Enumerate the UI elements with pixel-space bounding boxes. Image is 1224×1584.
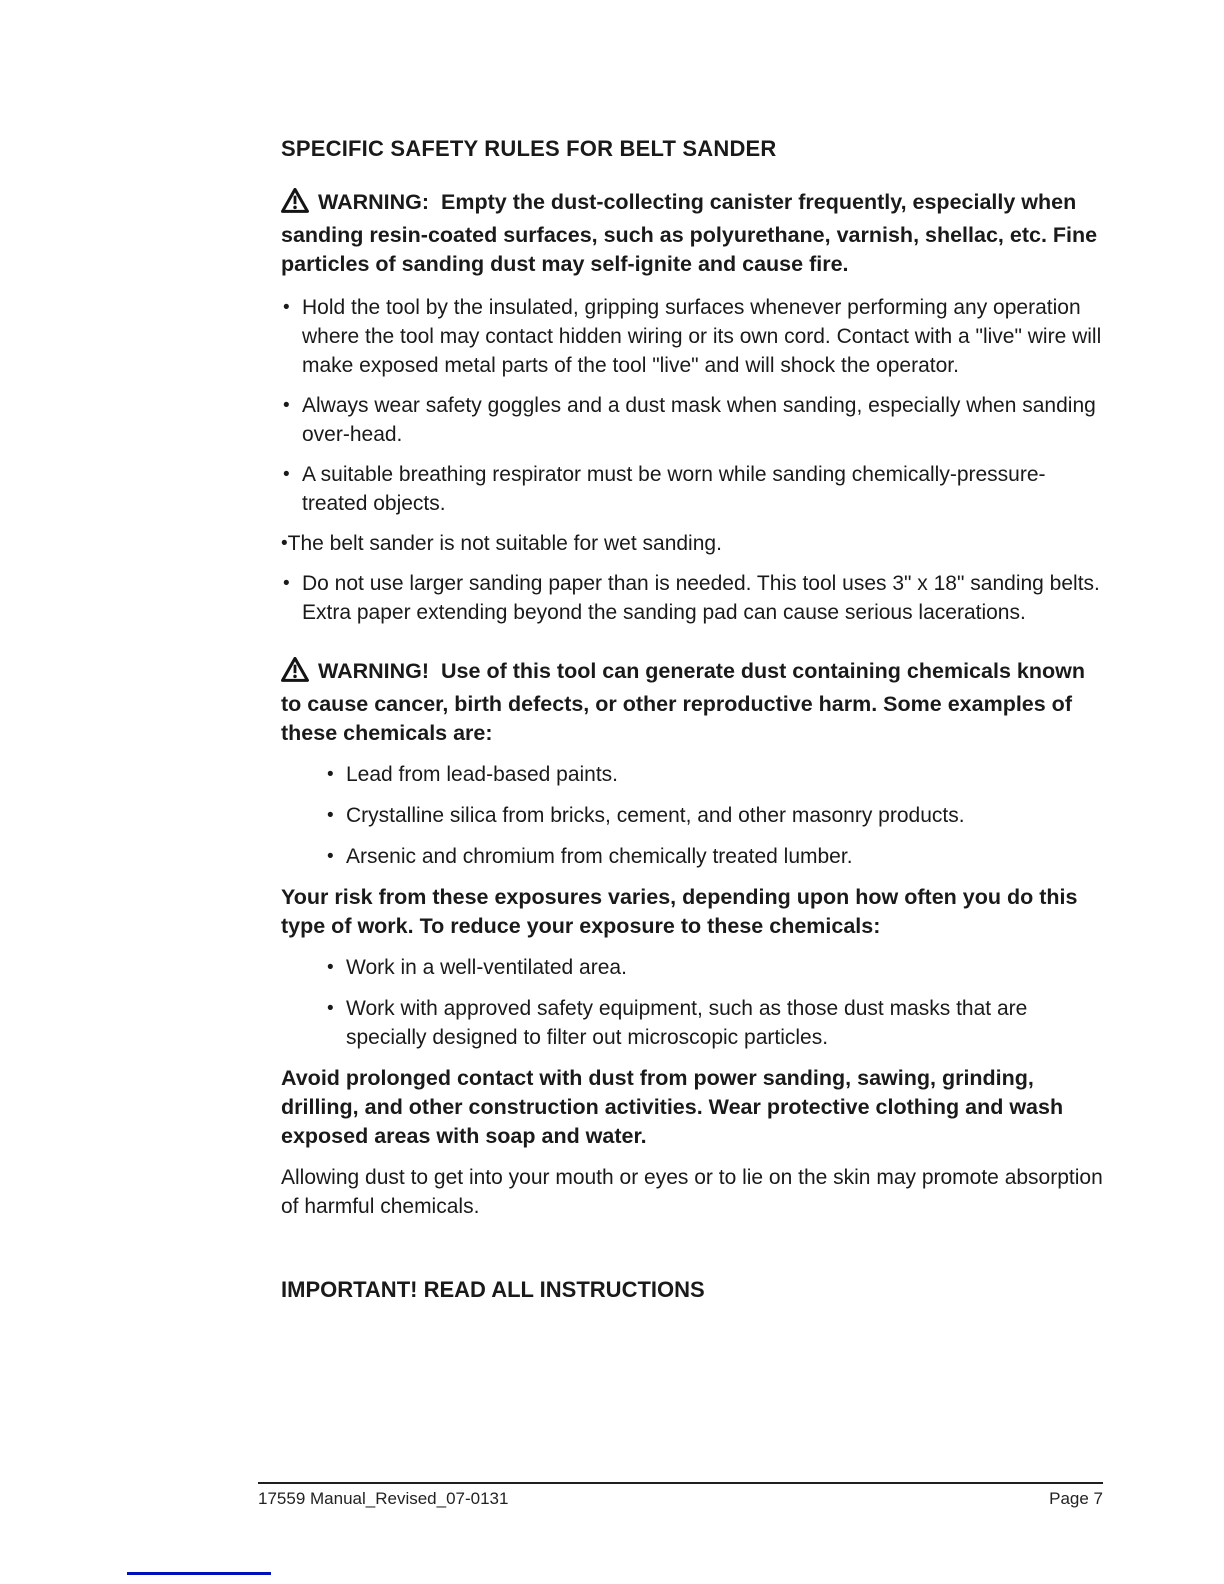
bullet-marker: •	[327, 764, 334, 785]
list-item-text: Always wear safety goggles and a dust mask when sanding, especially when sanding over-head.	[302, 394, 1096, 446]
list-item	[325, 842, 1107, 871]
risk-paragraph: Your risk from these exposures varies, depending upon how often you do this type of work. To reduce your exposure to these chemicals:	[281, 885, 1078, 938]
list-item	[281, 460, 1107, 518]
list-item-text: Lead from lead-based paints.	[346, 763, 619, 786]
list-item	[281, 529, 1107, 558]
avoid-contact-paragraph: Avoid prolonged contact with dust from power sanding, sawing, grinding, drilling, and other construction activities. Wear protective clothing and wash exposed areas with soap and water.	[281, 1066, 1064, 1148]
list-item-text: A suitable breathing respirator must be worn while sanding chemically-pressure-treated objects.	[302, 463, 1046, 515]
list-item	[281, 569, 1107, 627]
warning-paragraph-dust-canister	[281, 188, 1107, 279]
bullet-marker: •	[327, 957, 334, 978]
list-item-text: The belt sander is not suitable for wet sanding.	[287, 532, 722, 555]
bullet-marker: •	[283, 297, 290, 318]
bullet-marker: •	[283, 464, 290, 485]
footer-page-number: Page 7	[1049, 1489, 1103, 1508]
manual-page-content	[281, 136, 1107, 1303]
bullet-marker: •	[327, 805, 334, 826]
warning-text: Empty the dust-collecting canister frequently, especially when sanding resin-coated surfaces, such as polyurethane, varnish, shellac, etc. Fine particles of sanding dust may self-ignite and cause fire.	[281, 190, 1098, 276]
list-item-text: Work with approved safety equipment, such as those dust masks that are specially designed to filter out microscopic particles.	[346, 997, 1028, 1049]
list-item	[281, 391, 1107, 449]
safety-bullet-list	[281, 293, 1107, 627]
chemical-examples-list	[281, 760, 1107, 871]
bullet-marker: •	[327, 998, 334, 1019]
list-item	[325, 801, 1107, 830]
warning-label: WARNING!	[318, 659, 430, 683]
list-item	[281, 293, 1107, 380]
warning-triangle-icon	[281, 188, 309, 221]
list-item-text: Hold the tool by the insulated, gripping surfaces whenever performing any operation where the tool may contact hidden wiring or its own cord. Contact with a "live" wire will make exposed metal parts of the tool "live" and will shock the operator.	[302, 296, 1102, 377]
page-title: SPECIFIC SAFETY RULES FOR BELT SANDER	[281, 136, 777, 161]
bullet-marker: •	[281, 533, 288, 554]
bullet-marker: •	[283, 395, 290, 416]
list-item	[325, 953, 1107, 982]
warning-label: WARNING:	[318, 190, 430, 214]
page-footer	[258, 1482, 1103, 1509]
list-item-text: Crystalline silica from bricks, cement, and other masonry products.	[346, 804, 965, 827]
list-item-text: Do not use larger sanding paper than is needed. This tool uses 3" x 18" sanding belts. Extra paper extending beyond the sanding pad can cause serious lacerations.	[302, 572, 1100, 624]
list-item	[325, 994, 1107, 1052]
important-heading: IMPORTANT! READ ALL INSTRUCTIONS	[281, 1277, 705, 1302]
warning-paragraph-dust-chemicals	[281, 657, 1107, 748]
bullet-marker: •	[283, 573, 290, 594]
warning-triangle-icon	[281, 657, 309, 690]
warning-text: Use of this tool can generate dust containing chemicals known to cause cancer, birth defects, or other reproductive harm. Some examples of these chemicals are:	[281, 659, 1085, 745]
list-item-text: Arsenic and chromium from chemically treated lumber.	[346, 845, 853, 868]
footer-document-id: 17559 Manual_Revised_07-0131	[258, 1489, 509, 1508]
list-item-text: Work in a well-ventilated area.	[346, 956, 627, 979]
bullet-marker: •	[327, 846, 334, 867]
allowing-dust-paragraph: Allowing dust to get into your mouth or eyes or to lie on the skin may promote absorption of harmful chemicals.	[281, 1166, 1103, 1218]
blue-underline-mark	[127, 1572, 271, 1575]
list-item	[325, 760, 1107, 789]
exposure-measures-list	[281, 953, 1107, 1052]
